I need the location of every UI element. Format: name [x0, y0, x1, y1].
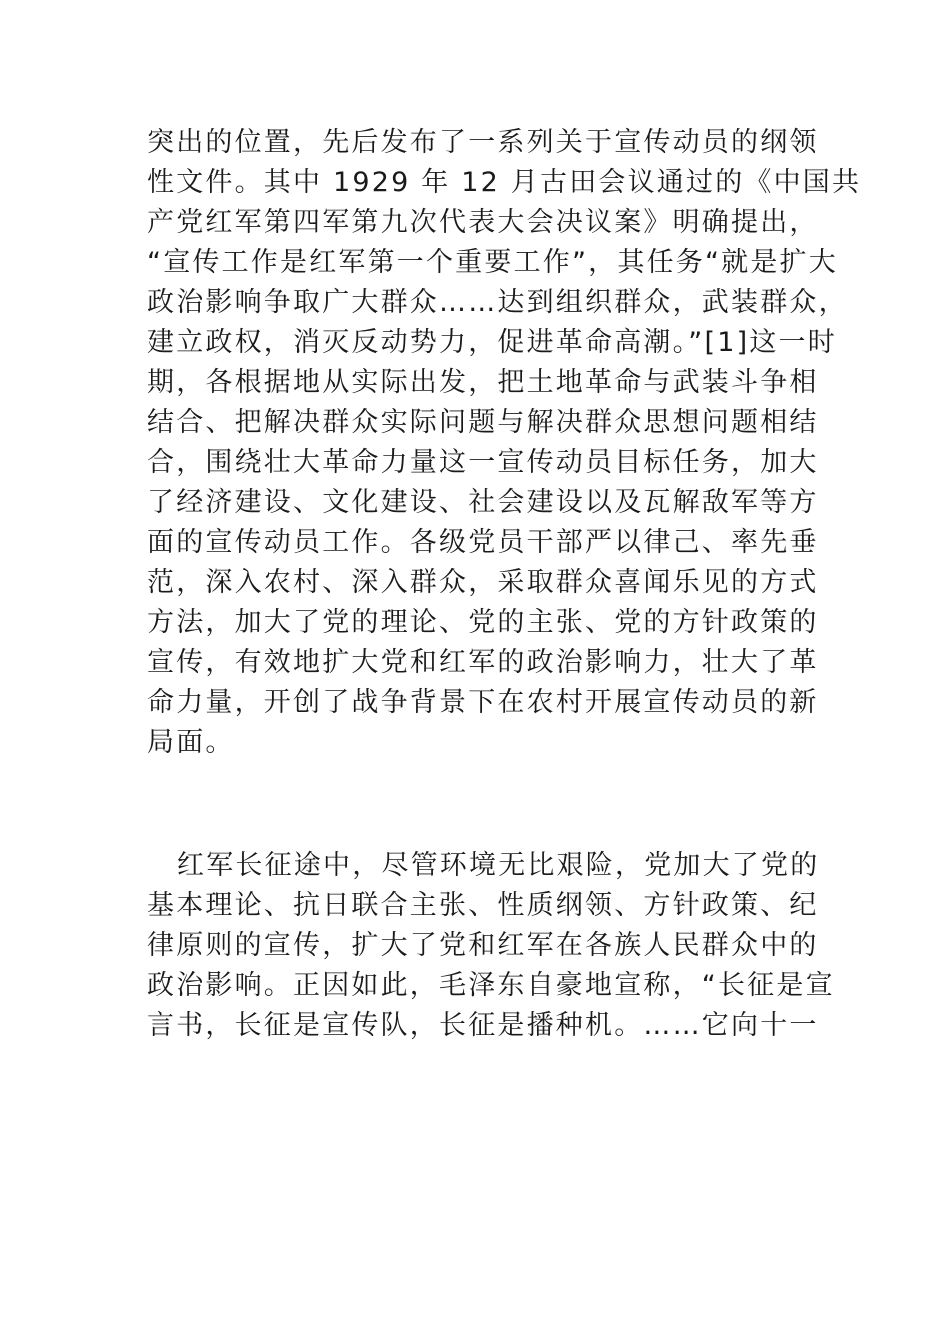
text-line: 红军长征途中，尽管环境无比艰险，党加大了党的 — [177, 850, 820, 881]
text-line: 产党红军第四军第九次代表大会决议案》明确提出， — [147, 207, 819, 238]
text-line: 宣传，有效地扩大党和红军的政治影响力，壮大了革 — [147, 647, 819, 678]
text-line: 政治影响。正因如此，毛泽东自豪地宣称，“长征是宣 — [147, 970, 835, 1001]
text-line: 政治影响争取广大群众……达到组织群众，武装群众， — [147, 287, 848, 318]
text-line: 范，深入农村、深入群众，采取群众喜闻乐见的方式 — [147, 567, 819, 598]
text-line: 方法，加大了党的理论、党的主张、党的方针政策的 — [147, 607, 819, 638]
paragraph-1 — [147, 123, 862, 763]
text-line: 基本理论、抗日联合主张、性质纲领、方针政策、纪 — [147, 890, 819, 921]
text-line: 突出的位置，先后发布了一系列关于宣传动员的纲领 — [147, 127, 819, 158]
text-line: 合，围绕壮大革命力量这一宣传动员目标任务，加大 — [147, 447, 819, 478]
text-line: 性文件。其中 1929 年 12 月古田会议通过的《中国共 — [147, 167, 862, 198]
text-line: 了经济建设、文化建设、社会建设以及瓦解敌军等方 — [147, 487, 819, 518]
text-line: 言书，长征是宣传队，长征是播种机。……它向十一 — [147, 1010, 819, 1041]
text-line: 命力量，开创了战争背景下在农村开展宣传动员的新 — [147, 687, 819, 718]
text-line: 局面。 — [147, 727, 235, 758]
text-line: 期，各根据地从实际出发，把土地革命与武装斗争相 — [147, 367, 819, 398]
text-line: 结合、把解决群众实际问题与解决群众思想问题相结 — [147, 407, 819, 438]
text-line: 建立政权，消灭反动势力，促进革命高潮。”[1]这一时 — [147, 327, 837, 358]
text-line: 面的宣传动员工作。各级党员干部严以律己、率先垂 — [147, 527, 819, 558]
text-line: 律原则的宣传，扩大了党和红军在各族人民群众中的 — [147, 930, 819, 961]
paragraph-2 — [147, 846, 835, 1046]
text-line: “宣传工作是红军第一个重要工作”，其任务“就是扩大 — [147, 247, 838, 278]
